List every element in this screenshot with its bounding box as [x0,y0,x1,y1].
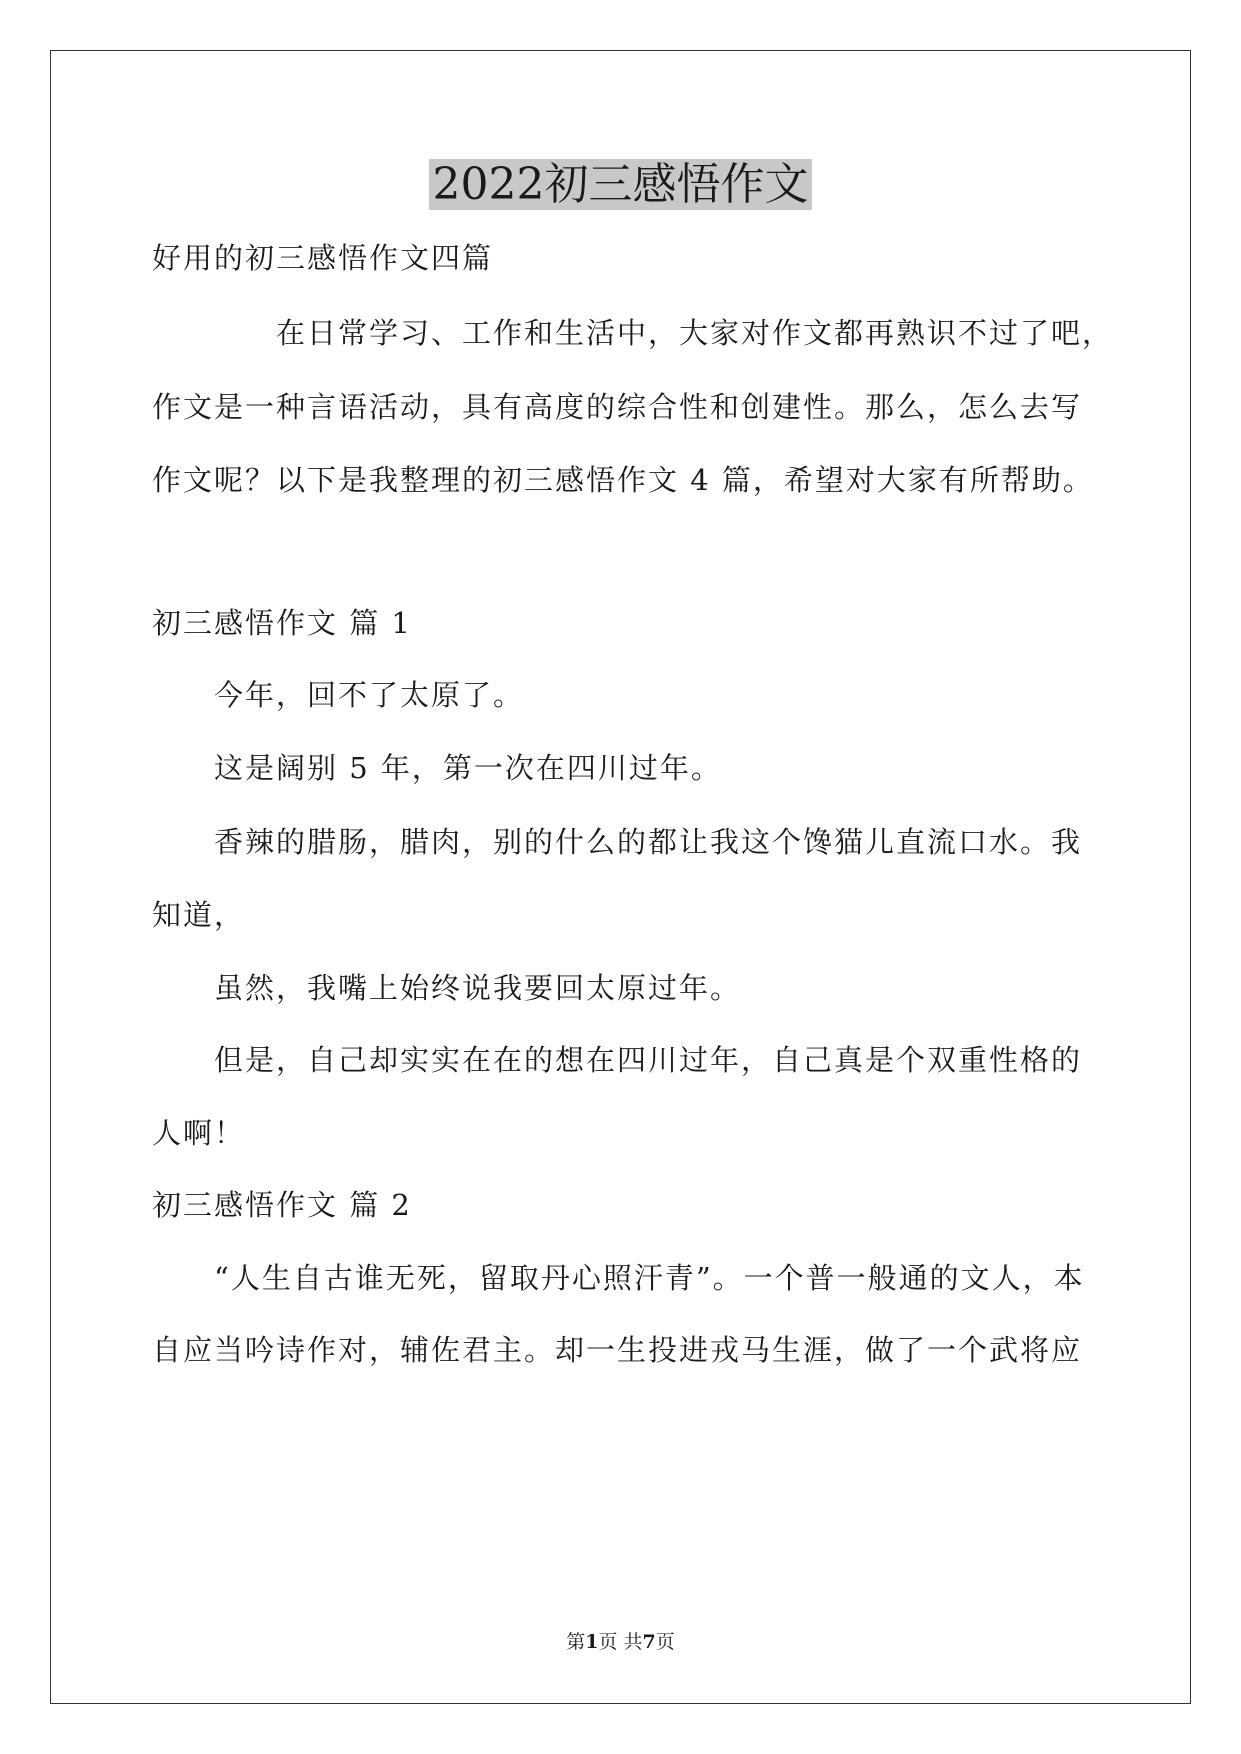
document-subtitle: 好用的初三感悟作文四篇 [152,241,494,275]
page-footer [0,1630,1241,1654]
section-1-heading: 初三感悟作文 篇 1 [152,606,412,640]
intro-line-2: 作文是一种言语活动，具有高度的综合性和创建性。那么，怎么去写 [152,390,1083,424]
footer-page-current: 1 [585,1631,599,1653]
document-title-text: 2022初三感悟作文 [429,159,813,210]
section-1-line-2: 这是阔别 5 年，第一次在四川过年。 [214,751,722,785]
footer-page-suffix: 页 共 [598,1631,643,1653]
section-1-line-3: 香辣的腊肠，腊肉，别的什么的都让我这个馋猫儿直流口水。我 [214,825,1083,859]
footer-page-total: 7 [642,1631,656,1653]
section-1-line-5: 虽然，我嘴上始终说我要回太原过年。 [214,971,742,1005]
section-2-line-2: 自应当吟诗作对，辅佐君主。却一生投进戎马生涯，做了一个武将应 [152,1333,1083,1367]
section-1-line-7: 人啊！ [152,1116,246,1150]
footer-page-end: 页 [655,1631,675,1653]
section-2-line-1: “人生自古谁无死，留取丹心照汗青”。一个普一般通的文人，本 [214,1261,1085,1295]
page-border [50,50,1191,1704]
section-1-line-1: 今年，回不了太原了。 [214,678,525,712]
intro-line-1: 在日常学习、工作和生活中，大家对作文都再熟识不过了吧， [276,316,1114,350]
section-1-line-6: 但是，自己却实实在在的想在四川过年，自己真是个双重性格的 [214,1043,1083,1077]
footer-page-prefix: 第 [566,1631,586,1653]
document-title [0,155,1241,215]
section-2-heading: 初三感悟作文 篇 2 [152,1188,412,1222]
intro-line-3: 作文呢？以下是我整理的初三感悟作文 4 篇，希望对大家有所帮助。 [152,463,1094,497]
section-1-line-4: 知道， [152,898,246,932]
